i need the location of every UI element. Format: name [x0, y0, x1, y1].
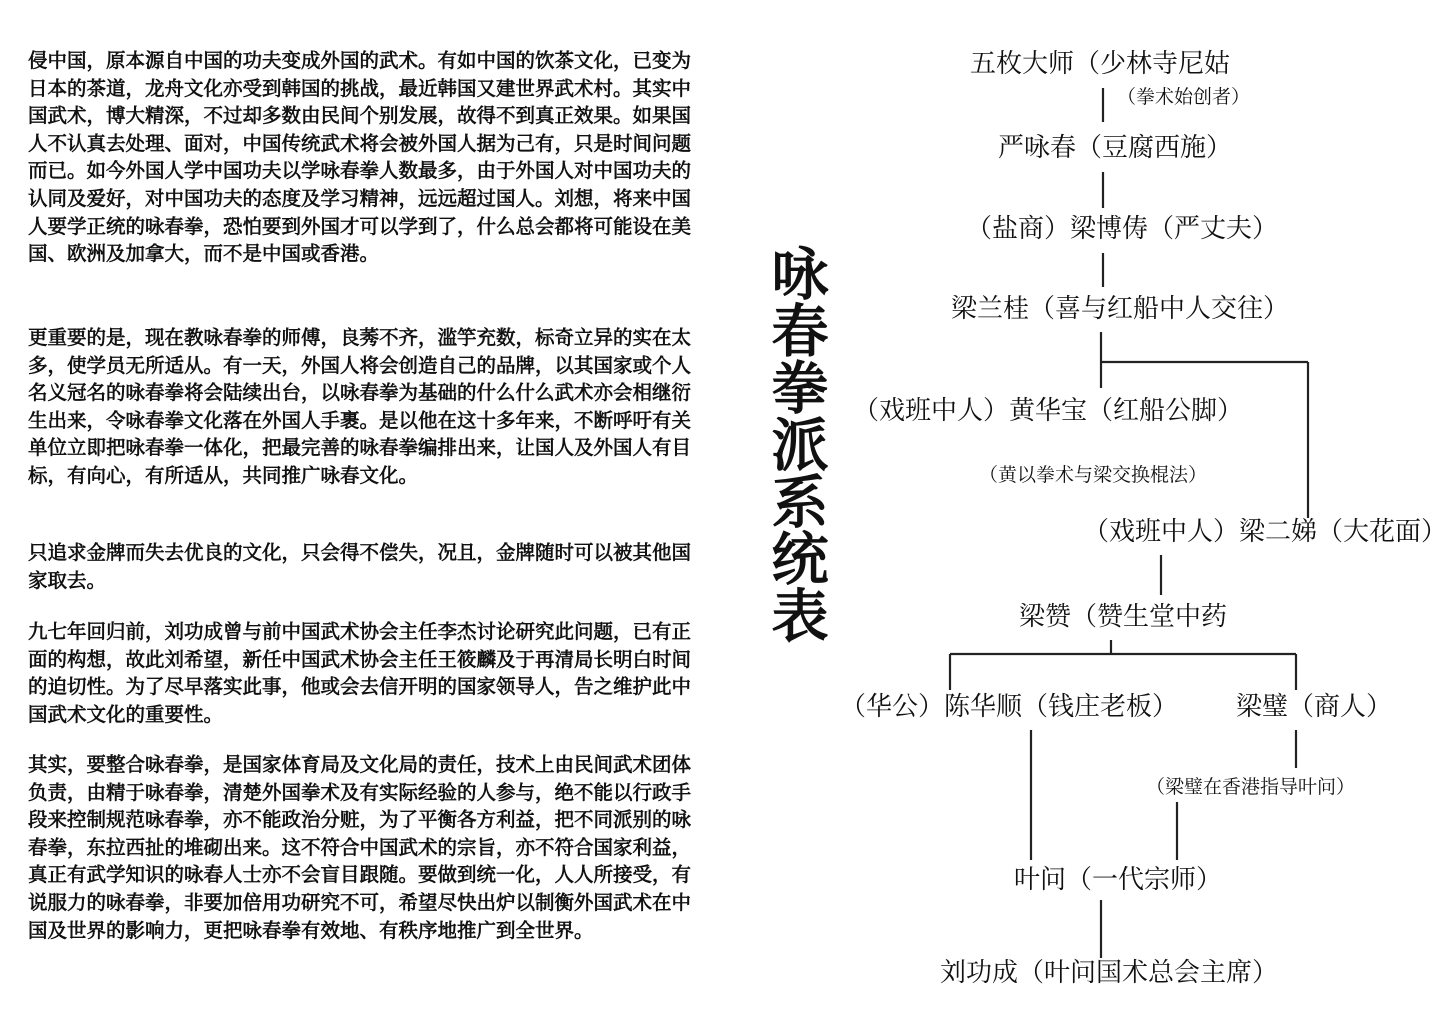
chart-title: 咏春拳派系统表 — [762, 244, 828, 643]
paragraph-2: 更重要的是，现在教咏春拳的师傅，良莠不齐，滥竽充数，标奇立异的实在太多，使学员无所适从。有一天，外国人将会创造自己的品牌，以其国家或个人名义冠名的咏春拳将会陆续出台，以咏春拳为基础的什么什么武术亦会相继衍生出来，令咏春拳文化落在外国人手裹。是以他在这十多年来，不断呼吁有关单位立即把咏春拳一体化，把最完善的咏春拳编排出来，让国人及外国人有目标，有向心，有所适从，共同推广咏春文化。 — [28, 326, 692, 487]
note-exchange: （黄以拳术与梁交换棍法） — [979, 464, 1208, 486]
node-yanyongchun: 严咏春（豆腐西施） — [998, 133, 1233, 163]
paragraph-4: 九七年回归前，刘功成曾与前中国武术协会主任李杰讨论研究此问题，已有正面的构想，故此刘希望，新任中国武术协会主任王筱麟及于再清局长明白时间的迫切性。为了尽早落实此事，他或会去信开明的国家领导人，告之维护此中国武术文化的重要性。 — [28, 620, 692, 726]
paragraph-3: 只追求金牌而失去优良的文化，只会得不偿失，况且，金牌随时可以被其他国家取去。 — [28, 541, 692, 592]
node-liangbi: 梁璧（商人） — [1236, 692, 1393, 722]
note-hongkong: （梁璧在香港指导叶问） — [1146, 776, 1356, 798]
node-liangbochou: （盐商）梁博俦（严丈夫） — [966, 214, 1279, 244]
node-lianglangui: 梁兰桂（喜与红船中人交往） — [951, 294, 1290, 324]
node-chenhuashun: （华公）陈华顺（钱庄老板） — [840, 692, 1179, 722]
node-liugongcheng: 刘功成（叶问国术总会主席） — [940, 958, 1279, 988]
node-huanghuabao: （戏班中人）黄华宝（红船公脚） — [853, 396, 1244, 426]
note-founder: （拳术始创者） — [1117, 86, 1251, 108]
paragraph-5: 其实，要整合咏春拳，是国家体育局及文化局的责任，技术上由民间武术团体负责，由精于咏春拳，清楚外国拳术及有实际经验的人参与，绝不能以行政手段来控制规范咏春拳，亦不能政治分赃，为了平衡各方利益，把不同派别的咏春拳，东拉西扯的堆砌出来。这不符合中国武术的宗旨，亦不符合国家利益，真正有武学知识的咏春人士亦不会盲目跟随。要做到统一化，人人所接受，有说服力的咏春拳，非要加倍用功研究不可，希望尽快出炉以制衡外国武术在中国及世界的影响力，更把咏春拳有效地、有秩序地推广到全世界。 — [28, 753, 692, 942]
node-yewen: 叶问（一代宗师） — [1014, 865, 1223, 895]
node-liangzan: 梁赞（赞生堂中药 — [1019, 602, 1228, 632]
paragraph-1: 侵中国，原本源自中国的功夫变成外国的武术。有如中国的饮茶文化，已变为日本的茶道，龙舟文化亦受到韩国的挑战，最近韩国又建世界武术村。其实中国武术，博大精深，不过却多数由民间个别发展，故得不到真正效果。如果国人不认真去处理、面对，中国传统武术将会被外国人据为己有，只是时间问题而已。如今外国人学中国功夫以学咏春拳人数最多，由于外国人对中国功夫的认同及爱好，对中国功夫的态度及学习精神，远远超过国人。刘想，将来中国人要学正统的咏春拳，恐怕要到外国才可以学到了，什么总会都将可能设在美国、欧洲及加拿大，而不是中国或香港。 — [28, 49, 692, 266]
node-liangerti: （戏班中人）梁二娣（大花面） — [1083, 517, 1448, 547]
node-wumei: 五枚大师（少林寺尼姑 — [970, 49, 1231, 79]
